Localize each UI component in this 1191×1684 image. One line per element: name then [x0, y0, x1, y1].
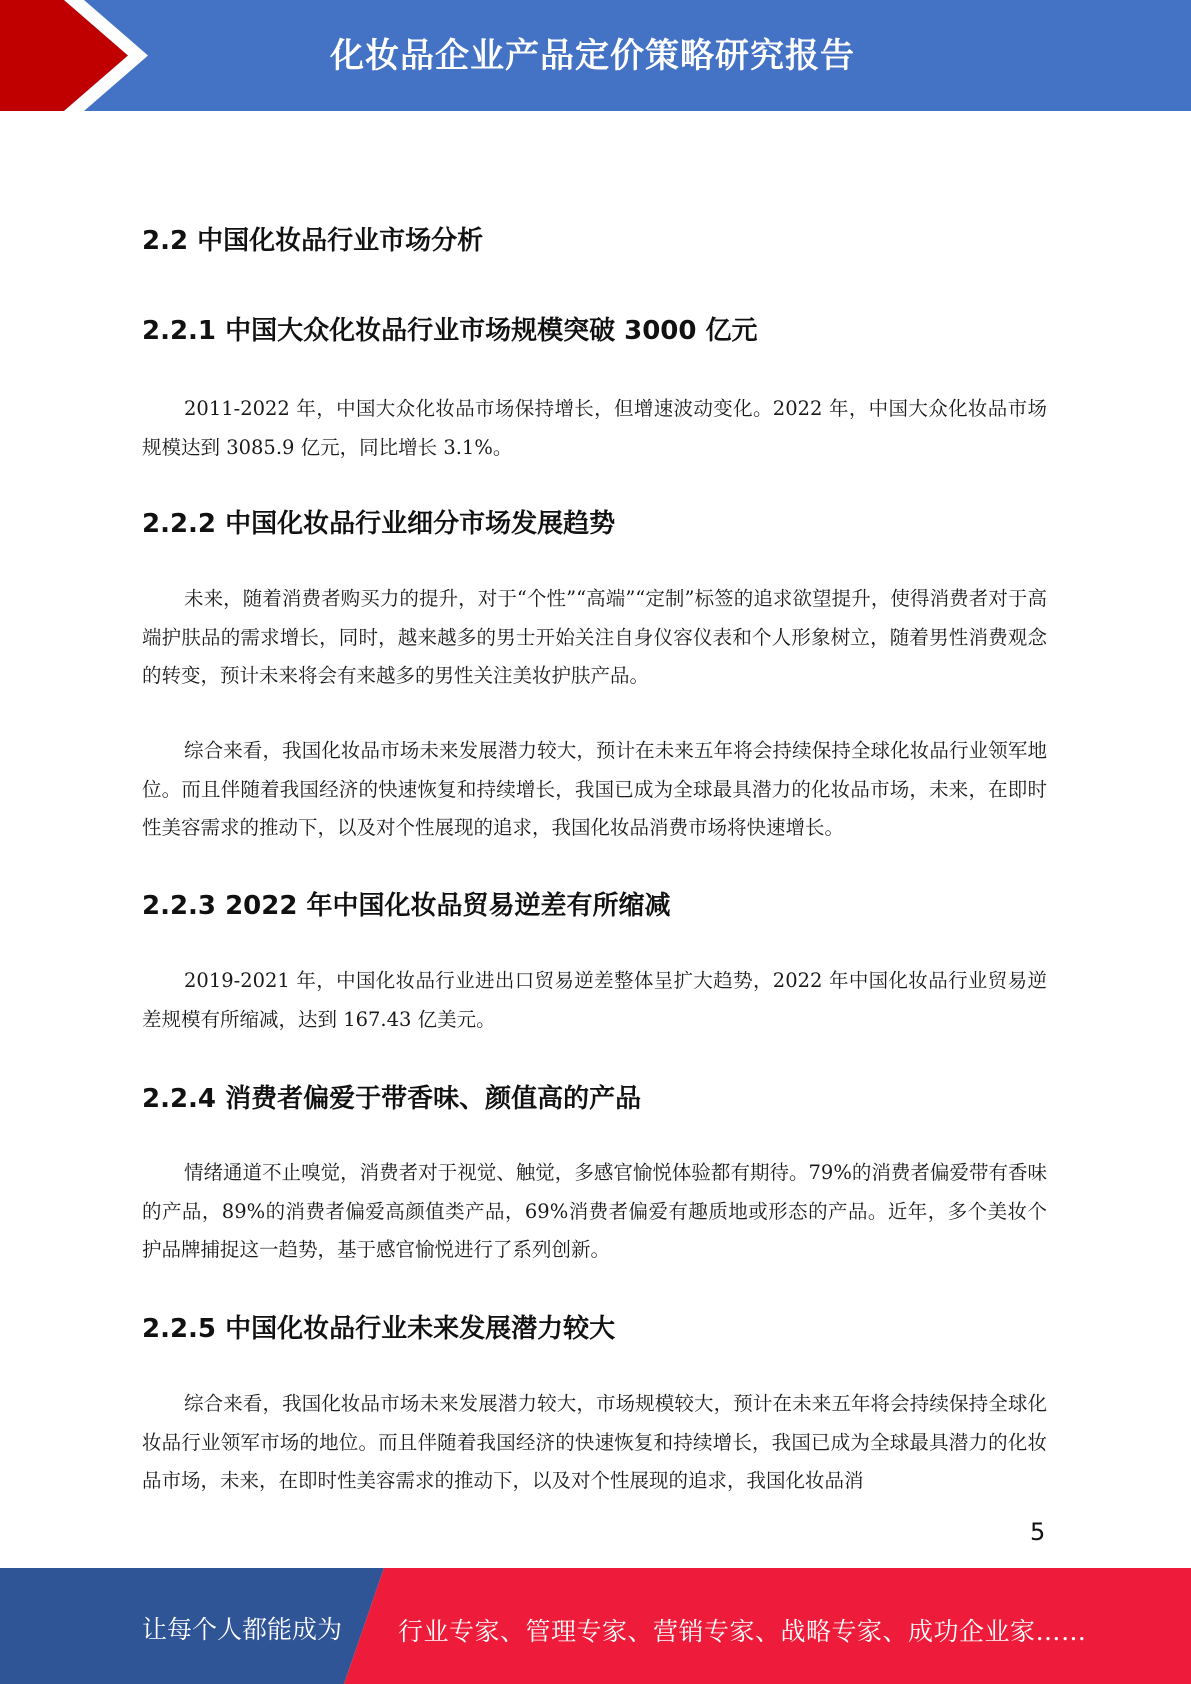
paragraph-2-2-1: 2011-2022 年，中国大众化妆品市场保持增长，但增速波动变化。2022 年，中国大众化妆品市场规模达到 3085.9 亿元，同比增长 3.1%。 — [142, 397, 1047, 459]
paragraph-2-2-4: 情绪通道不止嗅觉，消费者对于视觉、触觉，多感官愉悦体验都有期待。79%的消费者偏爱带有香味的产品，89%的消费者偏爱高颜值类产品，69%消费者偏爱有趣质地或形态的产品。近年，多个美妆个护品牌捕捉这一趋势，基于感官愉悦进行了系列创新。 — [142, 1161, 1047, 1261]
section-heading-2-2-1: 2.2.1 中国大众化妆品行业市场规模突破 3000 亿元 — [142, 316, 758, 346]
header-chevron-decoration — [0, 0, 160, 111]
section-heading-2-2-5: 2.2.5 中国化妆品行业未来发展潜力较大 — [142, 1314, 616, 1344]
section-heading-2-2-2: 2.2.2 中国化妆品行业细分市场发展趋势 — [142, 509, 616, 539]
paragraph-2-2-5: 综合来看，我国化妆品市场未来发展潜力较大，市场规模较大，预计在未来五年将会持续保持全球化妆品行业领军市场的地位。而且伴随着我国经济的快速恢复和持续增长，我国已成为全球最具潜力的化妆品市场，未来，在即时性美容需求的推动下，以及对个性展现的追求，我国化妆品消 — [142, 1392, 1047, 1492]
paragraph-2-2-2-b: 综合来看，我国化妆品市场未来发展潜力较大，预计在未来五年将会持续保持全球化妆品行业领军地位。而且伴随着我国经济的快速恢复和持续增长，我国已成为全球最具潜力的化妆品市场，未来，在即时性美容需求的推动下，以及对个性展现的追求，我国化妆品消费市场将快速增长。 — [142, 739, 1047, 839]
page-header — [0, 0, 1191, 111]
page-number: 5 — [1030, 1518, 1046, 1546]
paragraph-2-2-3: 2019-2021 年，中国化妆品行业进出口贸易逆差整体呈扩大趋势，2022 年中国化妆品行业贸易逆差规模有所缩减，达到 167.43 亿美元。 — [142, 969, 1047, 1031]
section-heading-2-2: 2.2 中国化妆品行业市场分析 — [142, 226, 484, 256]
section-heading-2-2-3: 2.2.3 2022 年中国化妆品贸易逆差有所缩减 — [142, 891, 671, 921]
footer-slogan-right: 行业专家、管理专家、营销专家、战略专家、成功企业家…… — [398, 1617, 1087, 1646]
report-title: 化妆品企业产品定价策略研究报告 — [330, 36, 855, 76]
section-heading-2-2-4: 2.2.4 消费者偏爱于带香味、颜值高的产品 — [142, 1084, 642, 1114]
footer-slogan-left: 让每个人都能成为 — [142, 1615, 343, 1644]
page-footer — [0, 1568, 1191, 1684]
paragraph-2-2-2-a: 未来，随着消费者购买力的提升，对于“个性”“高端”“定制”标签的追求欲望提升，使得消费者对于高端护肤品的需求增长，同时，越来越多的男士开始关注自身仪容仪表和个人形象树立，随着男性消费观念的转变，预计未来将会有来越多的男性关注美妆护肤产品。 — [142, 587, 1047, 687]
